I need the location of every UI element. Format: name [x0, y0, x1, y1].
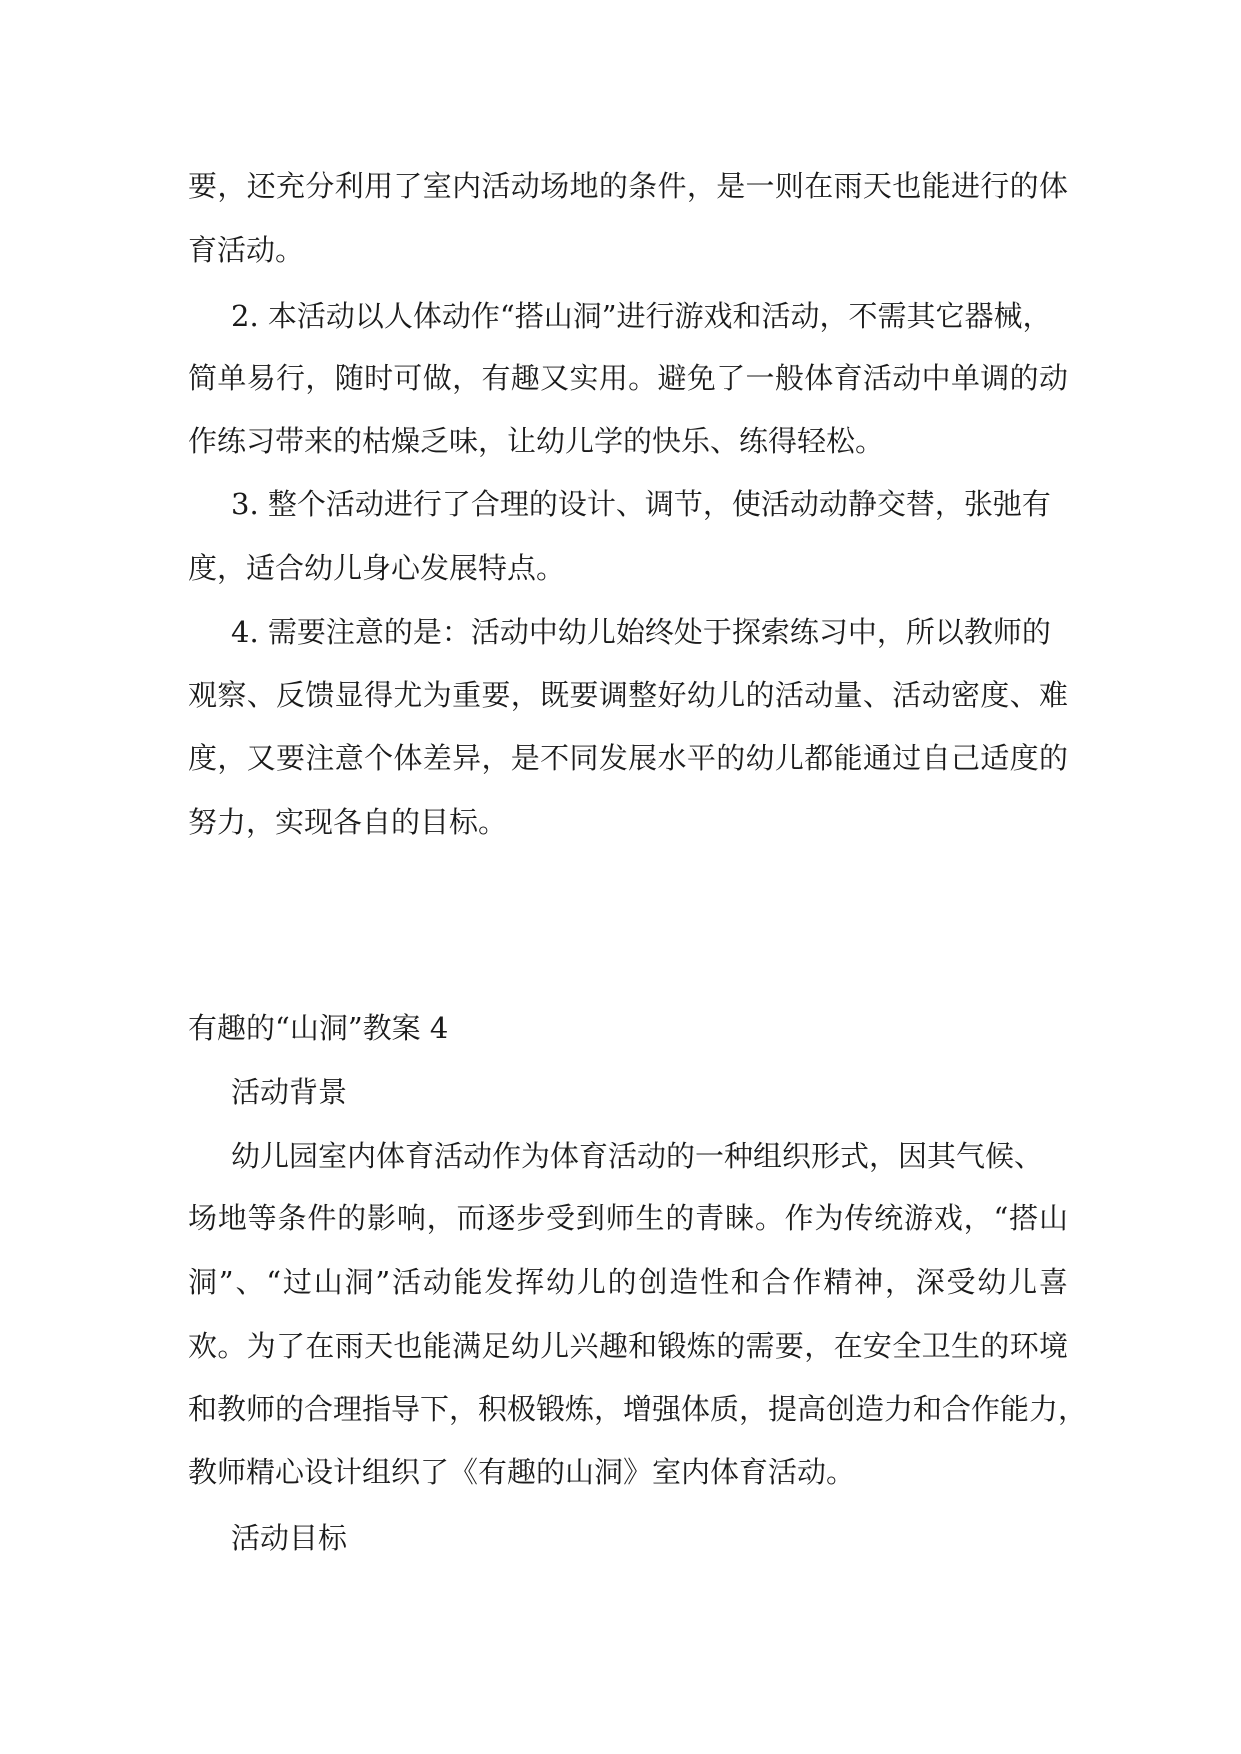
- paragraph-2-line-3: 作练习带来的枯燥乏味，让幼儿学的快乐、练得轻松。: [188, 424, 885, 458]
- paragraph-4-line-2: 观察、反馈显得尤为重要，既要调整好幼儿的活动量、活动密度、难: [188, 678, 1068, 712]
- paragraph-4-line-1: 4. 需要注意的是：活动中幼儿始终处于探索练习中，所以教师的: [231, 615, 1051, 649]
- heading-background: 活动背景: [231, 1075, 348, 1109]
- paragraph-5-line-5: 和教师的合理指导下，积极锻炼，增强体质，提高创造力和合作能力，: [188, 1392, 1088, 1426]
- paragraph-5-line-3: 洞”、“过山洞”活动能发挥幼儿的创造性和合作精神，深受幼儿喜: [188, 1265, 1068, 1299]
- paragraph-5-line-4: 欢。为了在雨天也能满足幼儿兴趣和锻炼的需要，在安全卫生的环境: [188, 1329, 1068, 1363]
- paragraph-3-line-2: 度，适合幼儿身心发展特点。: [188, 551, 566, 585]
- paragraph-4-line-3: 度，又要注意个体差异，是不同发展水平的幼儿都能通过自己适度的: [188, 741, 1068, 775]
- paragraph-5-line-2: 场地等条件的影响，而逐步受到师生的青睐。作为传统游戏，“搭山: [188, 1201, 1068, 1235]
- section-title: 有趣的“山洞”教案 4: [188, 1011, 449, 1045]
- paragraph-1-line-1: 要，还充分利用了室内活动场地的条件，是一则在雨天也能进行的体: [188, 169, 1068, 203]
- paragraph-2-line-2: 简单易行，随时可做，有趣又实用。避免了一般体育活动中单调的动: [188, 361, 1068, 395]
- paragraph-4-line-4: 努力，实现各自的目标。: [188, 805, 508, 839]
- paragraph-5-line-6: 教师精心设计组织了《有趣的山洞》室内体育活动。: [188, 1455, 856, 1489]
- paragraph-3-line-1: 3. 整个活动进行了合理的设计、调节，使活动动静交替，张弛有: [231, 487, 1051, 521]
- heading-goals: 活动目标: [231, 1521, 348, 1555]
- paragraph-1-line-2: 育活动。: [188, 233, 305, 267]
- paragraph-2-line-1: 2. 本活动以人体动作“搭山洞”进行游戏和活动，不需其它器械，: [231, 299, 1052, 333]
- paragraph-5-line-1: 幼儿园室内体育活动作为体育活动的一种组织形式，因其气候、: [231, 1139, 1044, 1173]
